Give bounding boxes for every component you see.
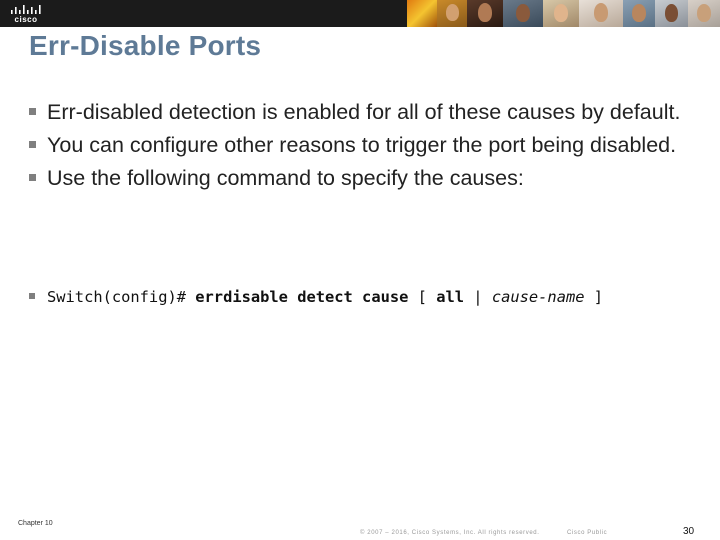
bullet-item [29,98,689,127]
header-photo [688,0,720,27]
bullet-item [29,131,689,160]
footer-chapter: Chapter 10 [18,520,53,527]
command-option-all: all [436,288,465,306]
bullet-text: You can configure other reasons to trigger the port being disabled. [47,133,677,157]
header-photo [503,0,543,27]
footer-classification: Cisco Public [567,530,608,536]
header-photo [437,0,467,27]
header-photo [579,0,623,27]
command-close-bracket: ] [584,288,604,306]
command-keywords: errdisable detect cause [195,288,409,306]
command-prompt: Switch(config)# [47,288,196,306]
header-photo [543,0,579,27]
square-bullet-icon [29,108,36,115]
header-photo [655,0,688,27]
square-bullet-icon [29,174,36,181]
page-number: 30 [683,526,695,537]
header-photo [407,0,437,27]
header-photo-strip [407,0,720,27]
command-separator: | [464,288,492,306]
top-banner [0,0,720,27]
command-argument: cause-name [491,288,585,306]
cisco-wordmark: cisco [14,15,38,24]
square-bullet-icon [29,141,36,148]
command-syntax [29,287,720,307]
square-bullet-icon [29,293,35,299]
footer-copyright: © 2007 – 2016, Cisco Systems, Inc. All rights reserved. [360,530,540,536]
header-photo [467,0,503,27]
bullet-item [29,164,689,193]
command-open-bracket: [ [408,288,437,306]
bullet-text: Err-disabled detection is enabled for all of these causes by default. [47,100,681,124]
cisco-logo [8,3,44,24]
bullet-list [29,98,689,197]
bullet-text: Use the following command to specify the causes: [47,166,524,190]
slide-title: Err-Disable Ports [29,30,262,61]
header-photo [623,0,655,27]
